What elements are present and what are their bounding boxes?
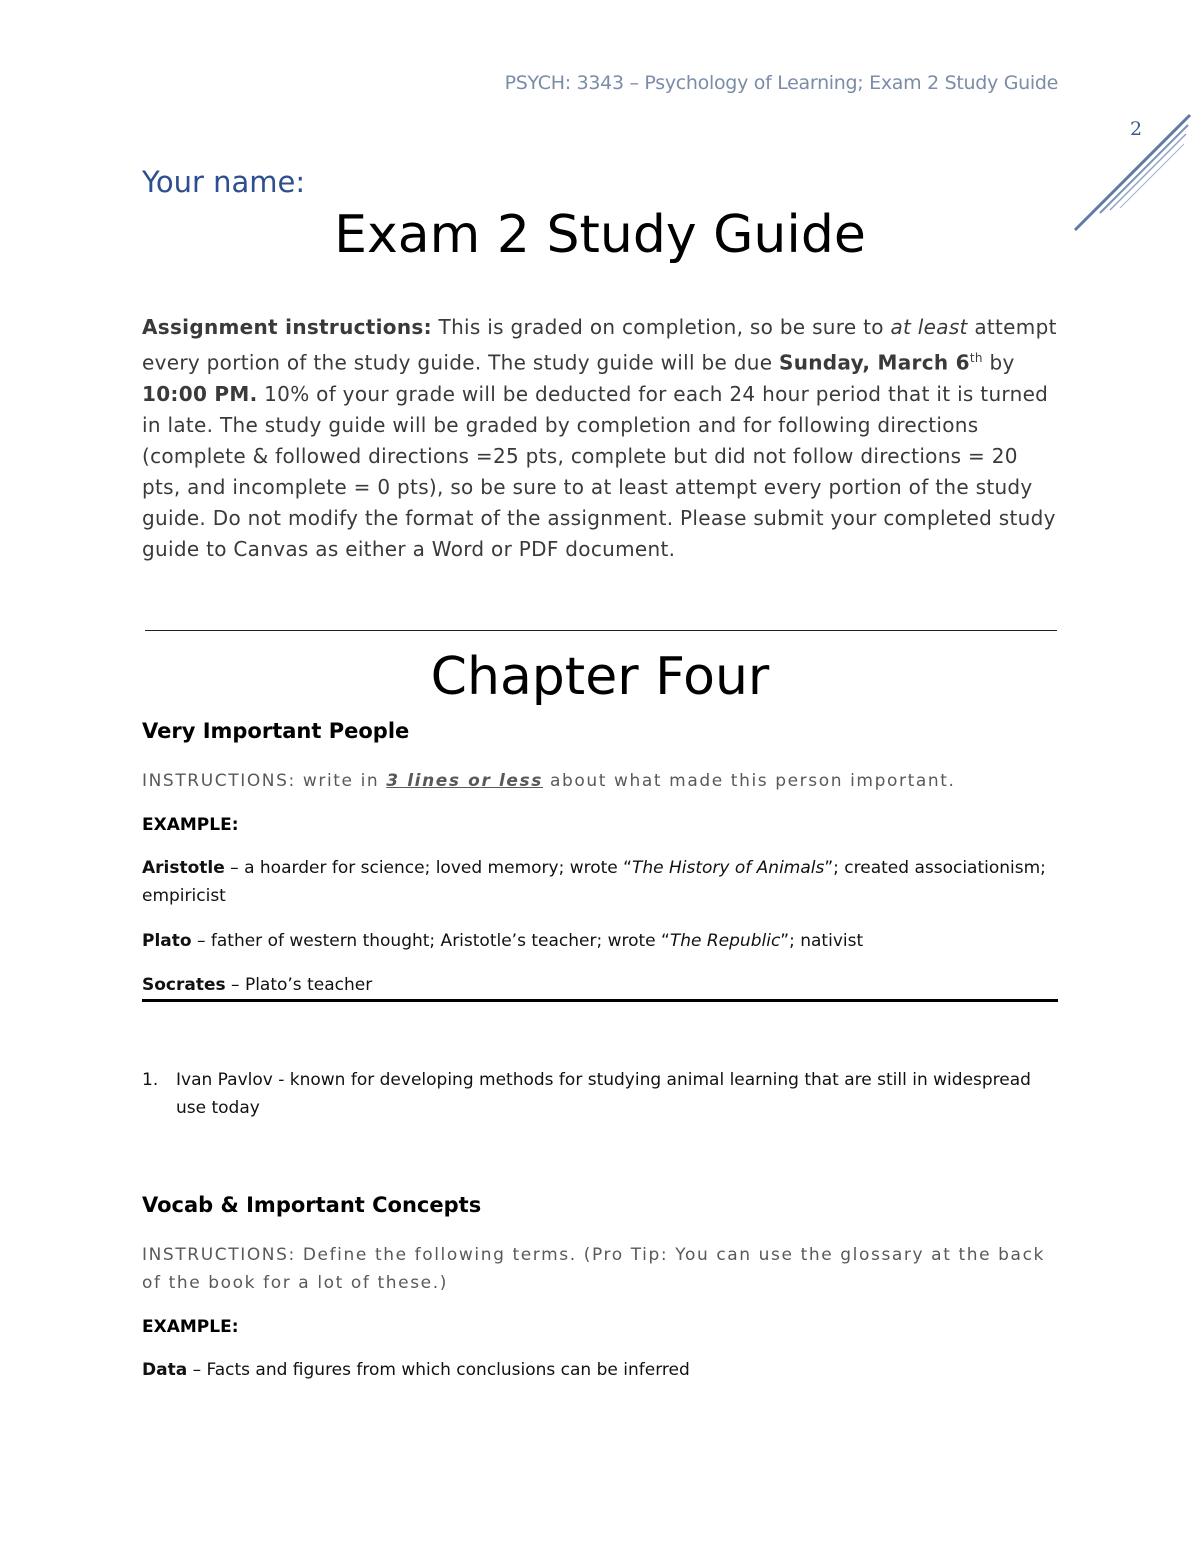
people-example-label: EXAMPLE: [142,815,239,835]
document-title: Exam 2 Study Guide [334,205,866,265]
people-instr-emph: 3 lines or less [386,771,543,791]
due-date-suffix: th [969,351,983,365]
example-entry-socrates [142,971,1062,999]
people-instr-suffix: about what made this person important. [542,771,956,791]
chapter-title: Chapter Four [430,647,770,707]
example-work: The History of Animals [631,858,825,878]
instructions-text-3: 10% of your grade will be deducted for each 24 hour period that it is turned in late. The study guide will be graded by completion and for following directions (complete & followed directions =25 pts, complete but did not follow directions = 20 pts, and incomplete = 0 pts), so be sure to at least attempt every portion of the study guide. Do not modify the format of the assignment. Please submit your completed study guide to Canvas as either a Word or PDF document. [142,381,1056,561]
example-desc-end: ”; nativist [780,931,864,951]
list-number: 1. [142,1070,159,1090]
due-time: 10:00 PM. [142,381,258,406]
example-desc: – Plato’s teacher [225,975,373,995]
list-item [142,1066,1057,1122]
example-name: Aristotle [142,858,225,878]
section-divider [145,630,1057,631]
example-work: The Republic [669,931,781,951]
people-heading: Very Important People [142,719,410,743]
list-text: Ivan Pavlov - known for developing methods for studying animal learning that are still in widespread use today [176,1070,1031,1118]
example-desc: – a hoarder for science; loved memory; wrote “ [224,858,632,878]
instructions-lead: Assignment instructions: [142,315,432,339]
assignment-instructions [142,312,1062,565]
instructions-text-2: attempt every portion of the study guide. The study guide will be due [142,315,1057,375]
vocab-instructions: INSTRUCTIONS: Define the following terms. (Pro Tip: You can use the glossary at the back of the book for a lot of these.) [142,1245,1045,1293]
vocab-term: Data [142,1360,188,1380]
instructions-by: by [982,350,1015,375]
vocab-definition: – Facts and figures from which conclusions can be inferred [187,1360,690,1380]
your-name-label: Your name: [142,165,306,199]
vocab-heading: Vocab & Important Concepts [142,1193,482,1217]
due-date: Sunday, March 6 [779,350,970,375]
vocab-example-label: EXAMPLE: [142,1317,239,1337]
people-instructions [142,767,1057,795]
people-instr-prefix: INSTRUCTIONS: write in [142,771,387,791]
example-name: Plato [142,931,192,951]
running-header: PSYCH: 3343 – Psychology of Learning; Exam 2 Study Guide [504,72,1058,94]
vocab-example-entry [142,1356,1062,1384]
example-name: Socrates [142,975,226,995]
instructions-emphasis: at least [890,315,968,339]
example-entry-plato [142,927,1062,955]
example-desc: – father of western thought; Aristotle’s teacher; wrote “ [191,931,670,951]
example-divider [142,999,1058,1002]
example-entry-aristotle [142,854,1062,910]
example-desc-end: ”; created associationism; empiricist [142,858,1046,906]
page-number: 2 [1130,118,1143,140]
instructions-text-1: This is graded on completion, so be sure to [431,315,891,339]
